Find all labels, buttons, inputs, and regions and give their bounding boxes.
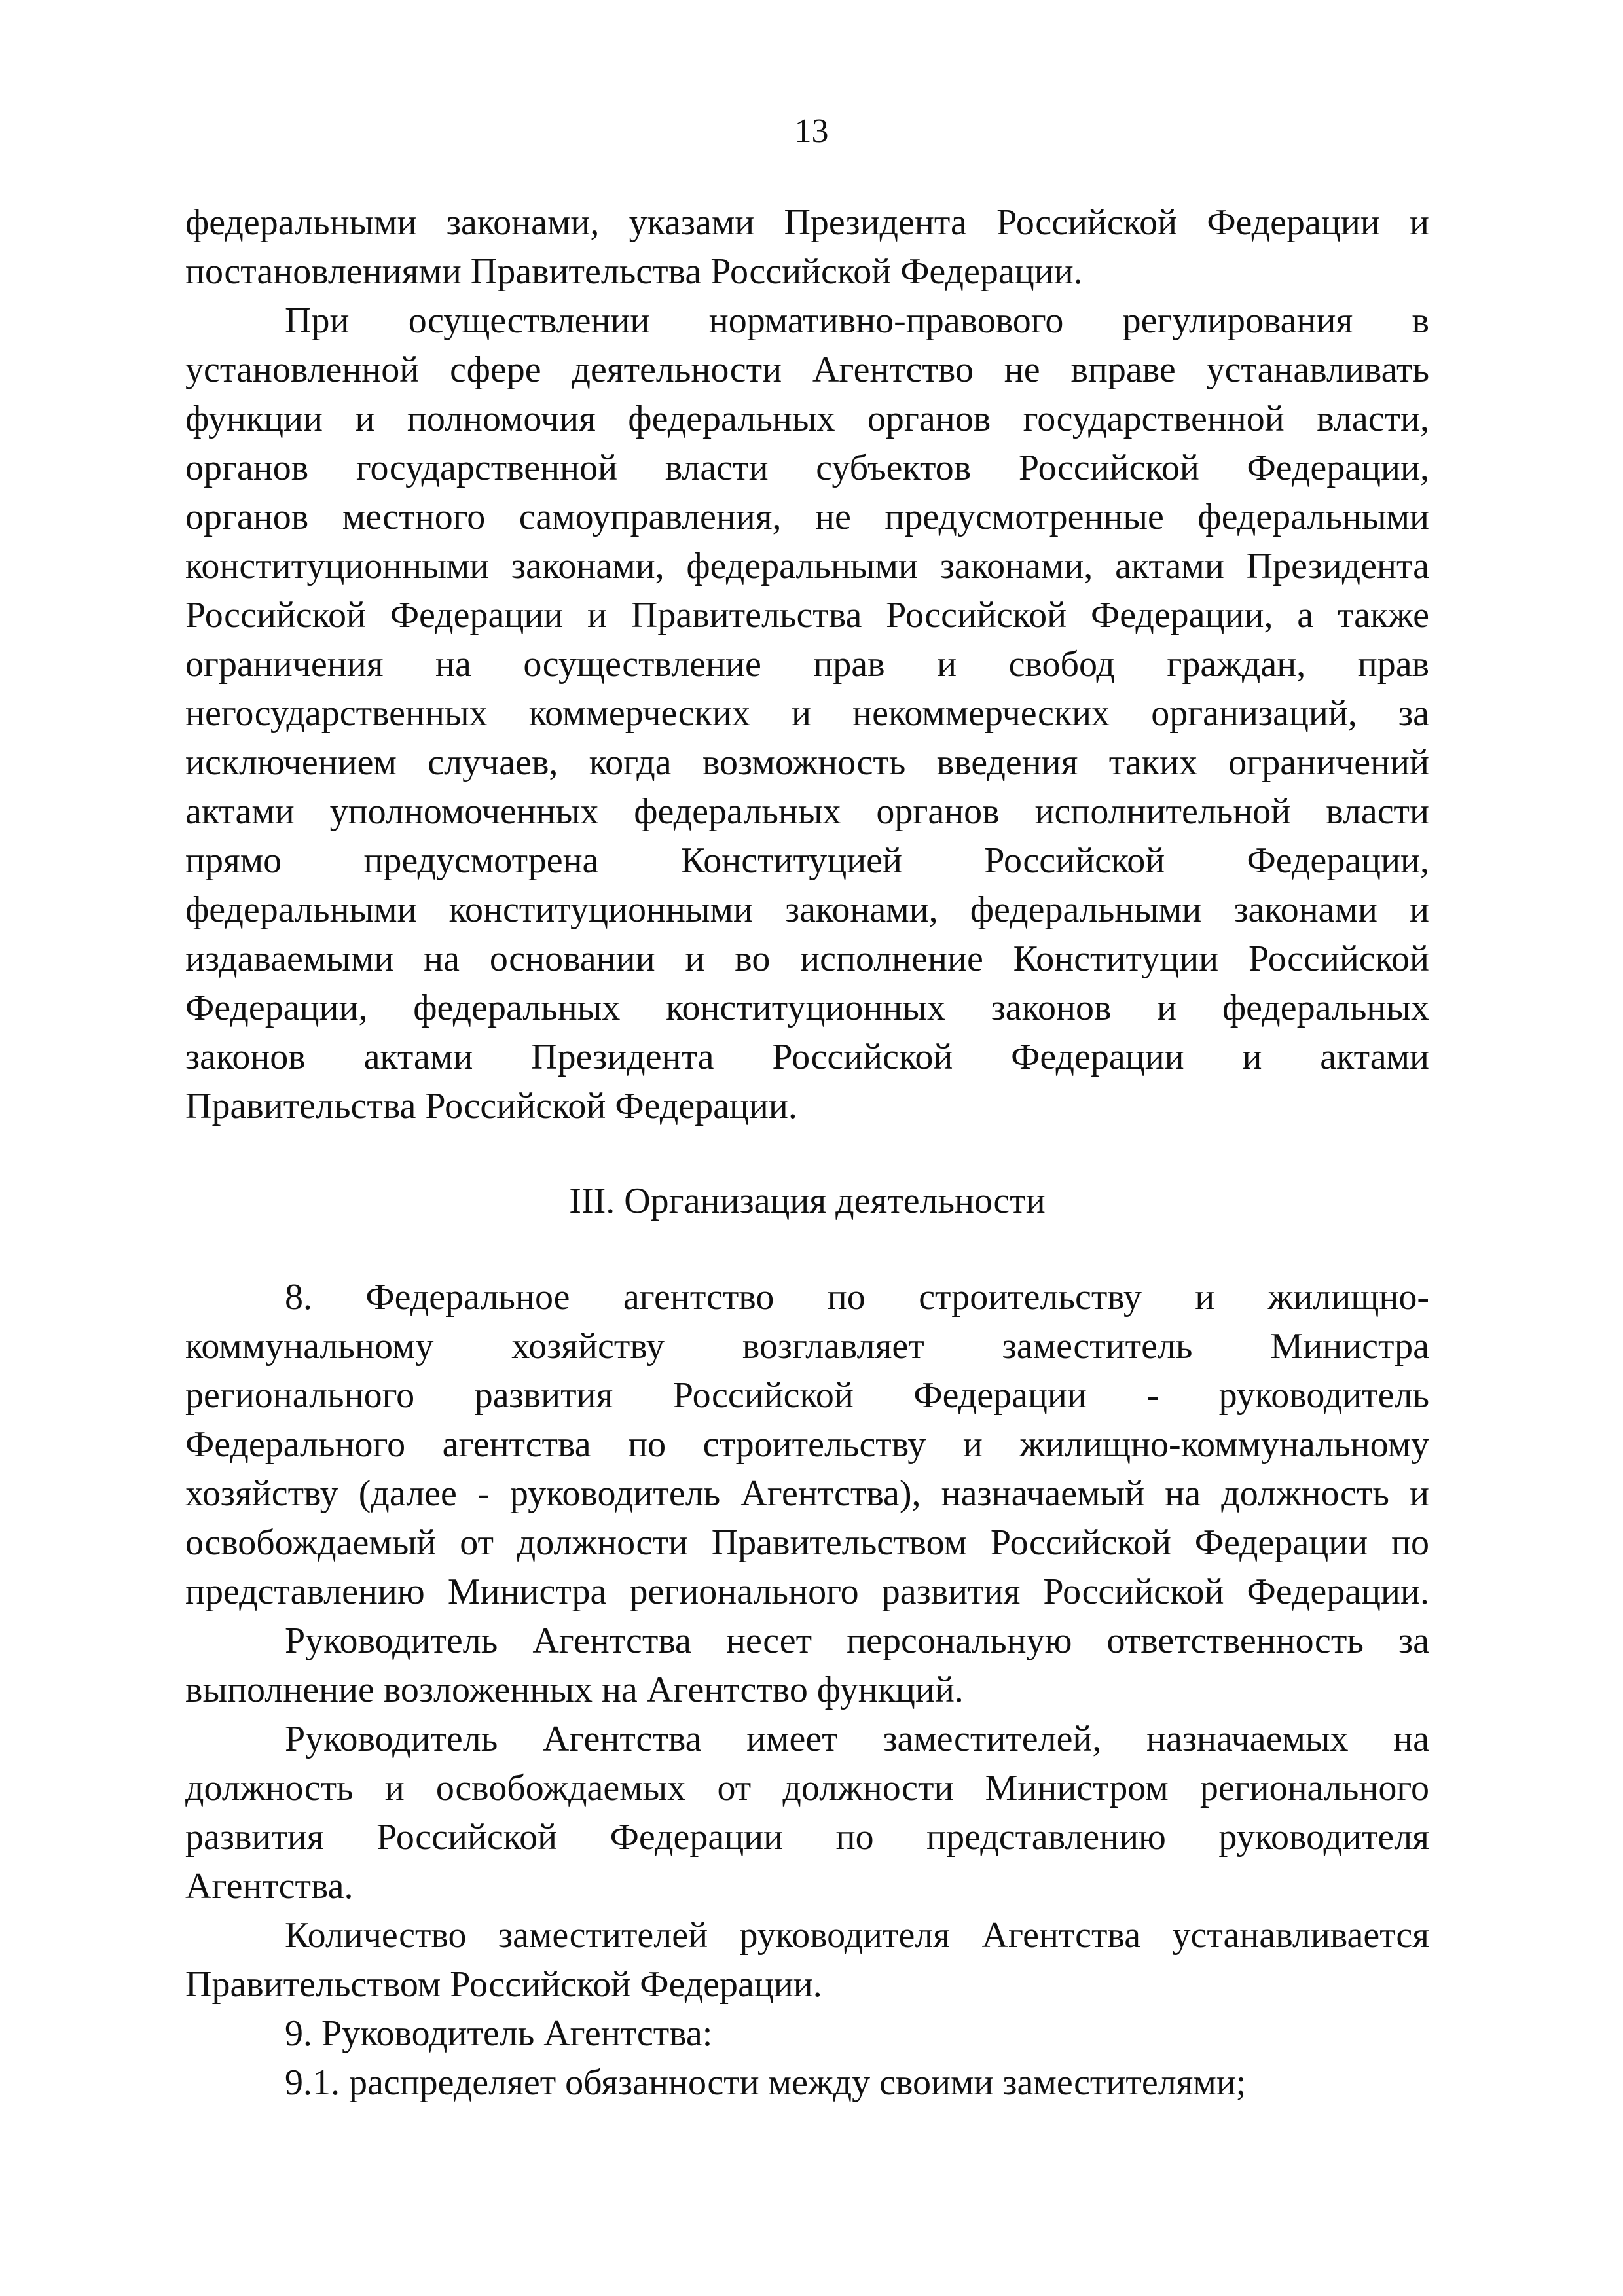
text-line: ограничения на осуществление прав и свобод граждан, прав xyxy=(185,644,1429,685)
text-line: освобождаемый от должности Правительством Российской Федерации по xyxy=(185,1522,1429,1563)
text-line: 9.1. распределяет обязанности между своими заместителями; xyxy=(285,2062,1247,2103)
text-line: законов актами Президента Российской Федерации и актами xyxy=(185,1037,1429,1077)
text-line: прямо предусмотрена Конституцией Российской Федерации, xyxy=(185,840,1429,881)
document-body xyxy=(185,198,1429,2108)
text-line: коммунальному хозяйству возглавляет заместитель Министра xyxy=(185,1326,1429,1367)
text-line: Российской Федерации и Правительства Российской Федерации, а также xyxy=(185,595,1429,636)
text-line: Количество заместителей руководителя Агентства устанавливается xyxy=(285,1915,1429,1956)
paragraph xyxy=(185,198,1429,296)
text-line: Правительством Российской Федерации. xyxy=(185,1964,822,2005)
paragraph xyxy=(185,1273,1429,1617)
text-line: хозяйству (далее - руководитель Агентства), назначаемый на должность и xyxy=(185,1473,1429,1514)
text-line: издаваемыми на основании и во исполнение Конституции Российской xyxy=(185,939,1429,979)
page-number: 13 xyxy=(794,113,829,150)
paragraph xyxy=(185,2009,1429,2058)
text-line: Руководитель Агентства несет персональную ответственность за xyxy=(285,1621,1429,1661)
text-line: органов государственной власти субъектов Российской Федерации, xyxy=(185,448,1429,488)
text-line: актами уполномоченных федеральных органов исполнительной власти xyxy=(185,791,1429,832)
text-line: 8. Федеральное агентство по строительству и жилищно- xyxy=(285,1277,1429,1318)
text-line: Федерального агентства по строительству и жилищно-коммунальному xyxy=(185,1424,1429,1465)
text-line: федеральными законами, указами Президента Российской Федерации и xyxy=(185,202,1429,243)
text-line: федеральными конституционными законами, федеральными законами и xyxy=(185,889,1429,930)
text-line: должность и освобождаемых от должности Министром регионального xyxy=(185,1768,1429,1808)
text-line: постановлениями Правительства Российской Федерации. xyxy=(185,251,1083,292)
text-line: конституционными законами, федеральными законами, актами Президента xyxy=(185,546,1429,586)
text-line: органов местного самоуправления, не предусмотренные федеральными xyxy=(185,497,1429,537)
paragraph xyxy=(185,1617,1429,1715)
text-line: регионального развития Российской Федерации - руководитель xyxy=(185,1375,1429,1416)
paragraph xyxy=(185,296,1429,1131)
text-line: При осуществлении нормативно-правового регулирования в xyxy=(285,300,1429,341)
text-line: представлению Министра регионального развития Российской Федерации. xyxy=(185,1571,1429,1612)
text-line: Правительства Российской Федерации. xyxy=(185,1086,797,1126)
text-line: установленной сфере деятельности Агентство не вправе устанавливать xyxy=(185,350,1429,390)
paragraph xyxy=(185,1911,1429,2009)
text-line: исключением случаев, когда возможность введения таких ограничений xyxy=(185,742,1429,783)
text-line: выполнение возложенных на Агентство функций. xyxy=(185,1670,964,1710)
paragraph xyxy=(185,2058,1429,2108)
text-line: функции и полномочия федеральных органов государственной власти, xyxy=(185,399,1429,439)
text-line: негосударственных коммерческих и некоммерческих организаций, за xyxy=(185,693,1429,734)
text-line: 9. Руководитель Агентства: xyxy=(285,2013,713,2054)
text-line: Руководитель Агентства имеет заместителей, назначаемых на xyxy=(285,1719,1429,1759)
paragraph xyxy=(185,1715,1429,1911)
text-line: Агентства. xyxy=(185,1866,354,1907)
section-heading: III. Организация деятельности xyxy=(569,1181,1046,1221)
text-line: развития Российской Федерации по представлению руководителя xyxy=(185,1817,1429,1857)
text-line: Федерации, федеральных конституционных законов и федеральных xyxy=(185,988,1429,1028)
